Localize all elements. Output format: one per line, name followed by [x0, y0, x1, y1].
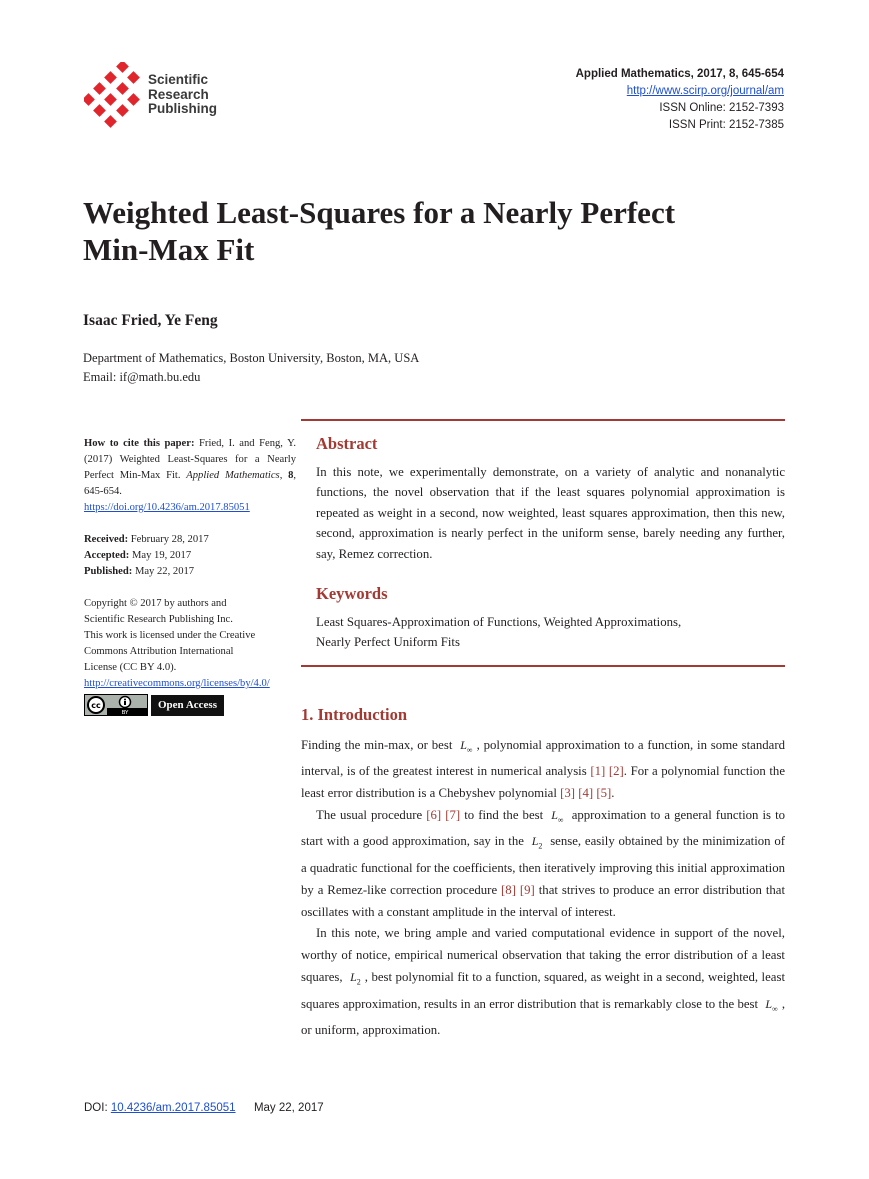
reference-link[interactable]: [3]: [560, 786, 576, 801]
authors: Isaac Fried, Ye Feng: [83, 312, 218, 329]
article-title: Weighted Least-Squares for a Nearly Perfect Min-Max Fit: [83, 195, 676, 267]
reference-link[interactable]: [6]: [426, 808, 442, 823]
abstract-heading: Abstract: [316, 434, 378, 453]
doi-label: DOI:: [84, 1102, 108, 1114]
copyright-notice: Copyright © 2017 by authors and Scientific Research Publishing Inc. This work is licensed under the Creative Commons Attribution International License (CC BY 4.0).: [84, 598, 256, 673]
affiliation: Department of Mathematics, Boston University, Boston, MA, USA: [83, 351, 420, 365]
introduction-heading: 1. Introduction: [301, 705, 408, 724]
footer-doi-link[interactable]: 10.4236/am.2017.85051: [110, 1102, 236, 1114]
doi-link[interactable]: https://doi.org/10.4236/am.2017.85051: [84, 502, 250, 513]
abstract-top-rule: [301, 419, 785, 421]
reference-link[interactable]: [2]: [608, 764, 624, 779]
abstract-text: In this note, we experimentally demonstrate, on a variety of analytic and nonanalytic functions, the novel observation that if the least squares polynomial approximation is repeated as weight in a second, now weighted, least squares approximation, then this new, second, approximation is nearly perfect in the uniform sense, barely needing any further, say, Remez correction.: [316, 465, 785, 561]
svg-text:cc: cc: [91, 701, 101, 710]
received-date: Received: February 28, 2017: [84, 534, 209, 545]
reference-link[interactable]: [9]: [519, 882, 535, 897]
reference-link[interactable]: [5]: [596, 786, 612, 801]
publisher-name: Scientific Research Publishing: [148, 72, 217, 116]
issn-print: ISSN Print: 2152-7385: [668, 119, 784, 131]
journal-url-link[interactable]: http://www.scirp.org/journal/am: [626, 85, 784, 97]
intro-paragraph: Finding the min-max, or best $L_\infty$ , polynomial approximation to a function, in some standard interval, is of the greatest interest in numerical analysis [1] [2]. For a polynomial function the least error distribution is a Chebyshev polynomial [3] [4] [5].: [301, 738, 786, 801]
journal-info: [576, 66, 784, 134]
affiliation-block: [83, 349, 419, 387]
sidebar: [84, 436, 296, 716]
reference-link[interactable]: [7]: [445, 808, 461, 823]
keywords-heading: Keywords: [316, 584, 388, 603]
open-access-badge: Open Access: [151, 695, 224, 716]
math-l-infinity: $L_\infty$: [460, 738, 473, 755]
intro-paragraph: In this note, we bring ample and varied computational evidence in support of the novel, worthy of notice, empirical numerical observation that taking the error distribution of a least squares, $L_2$ , best polynomial fit to a function, squared, as weight in a second, weighted, least squares approximation, results in an error distribution that is remarkably close to the best $L_\infty$ , or uniform, approximation.: [301, 926, 786, 1037]
accepted-date: Accepted: May 19, 2017: [84, 550, 192, 561]
math-l-infinity: $L_\infty$: [551, 808, 564, 825]
cc-icon: [85, 695, 147, 715]
license-link[interactable]: http://creativecommons.org/licenses/by/4.0/: [84, 678, 270, 689]
keywords-bottom-rule: [301, 665, 785, 667]
published-date: Published: May 22, 2017: [84, 566, 195, 577]
email: Email: if@math.bu.edu: [83, 370, 201, 384]
reference-link[interactable]: [8]: [501, 882, 516, 897]
publisher-diamond-icon: [84, 62, 146, 128]
citation-block: How to cite this paper: Fried, I. and Feng, Y. (2017) Weighted Least-Squares for a Nearly Perfect Min-Max Fit. Applied Mathematics, 8, 645-654.: [84, 438, 297, 497]
math-l-two: $L_2$: [531, 834, 543, 851]
math-l-two: $L_2$: [350, 970, 361, 987]
math-l-infinity: $L_\infty$: [765, 996, 778, 1013]
keywords-text: Least Squares-Approximation of Functions, Weighted Approximations, Nearly Perfect Uniform Fits: [316, 615, 682, 649]
introduction-body: [301, 735, 785, 1042]
journal-citation: Applied Mathematics, 2017, 8, 645-654: [575, 68, 784, 80]
publisher-logo: [84, 62, 234, 128]
reference-link[interactable]: [1]: [590, 764, 606, 779]
cc-by-badge[interactable]: [84, 694, 148, 716]
svg-text:BY: BY: [121, 710, 129, 715]
page-footer: [84, 1102, 324, 1114]
intro-paragraph: The usual procedure [6] [7] to find the best $L_\infty$ approximation to a general function is to start with a good approximation, say in the $L_2$ sense, easily obtained by the minimization of a quadratic functional for the coefficients, then iteratively improving this initial approximation by a Remez-like correction procedure [8] [9] that strives to produce an error distribution that oscillates with a constant amplitude in the interval of interest.: [301, 808, 786, 919]
reference-link[interactable]: [4]: [578, 786, 594, 801]
issn-online: ISSN Online: 2152-7393: [659, 102, 784, 114]
footer-date: May 22, 2017: [253, 1102, 324, 1114]
